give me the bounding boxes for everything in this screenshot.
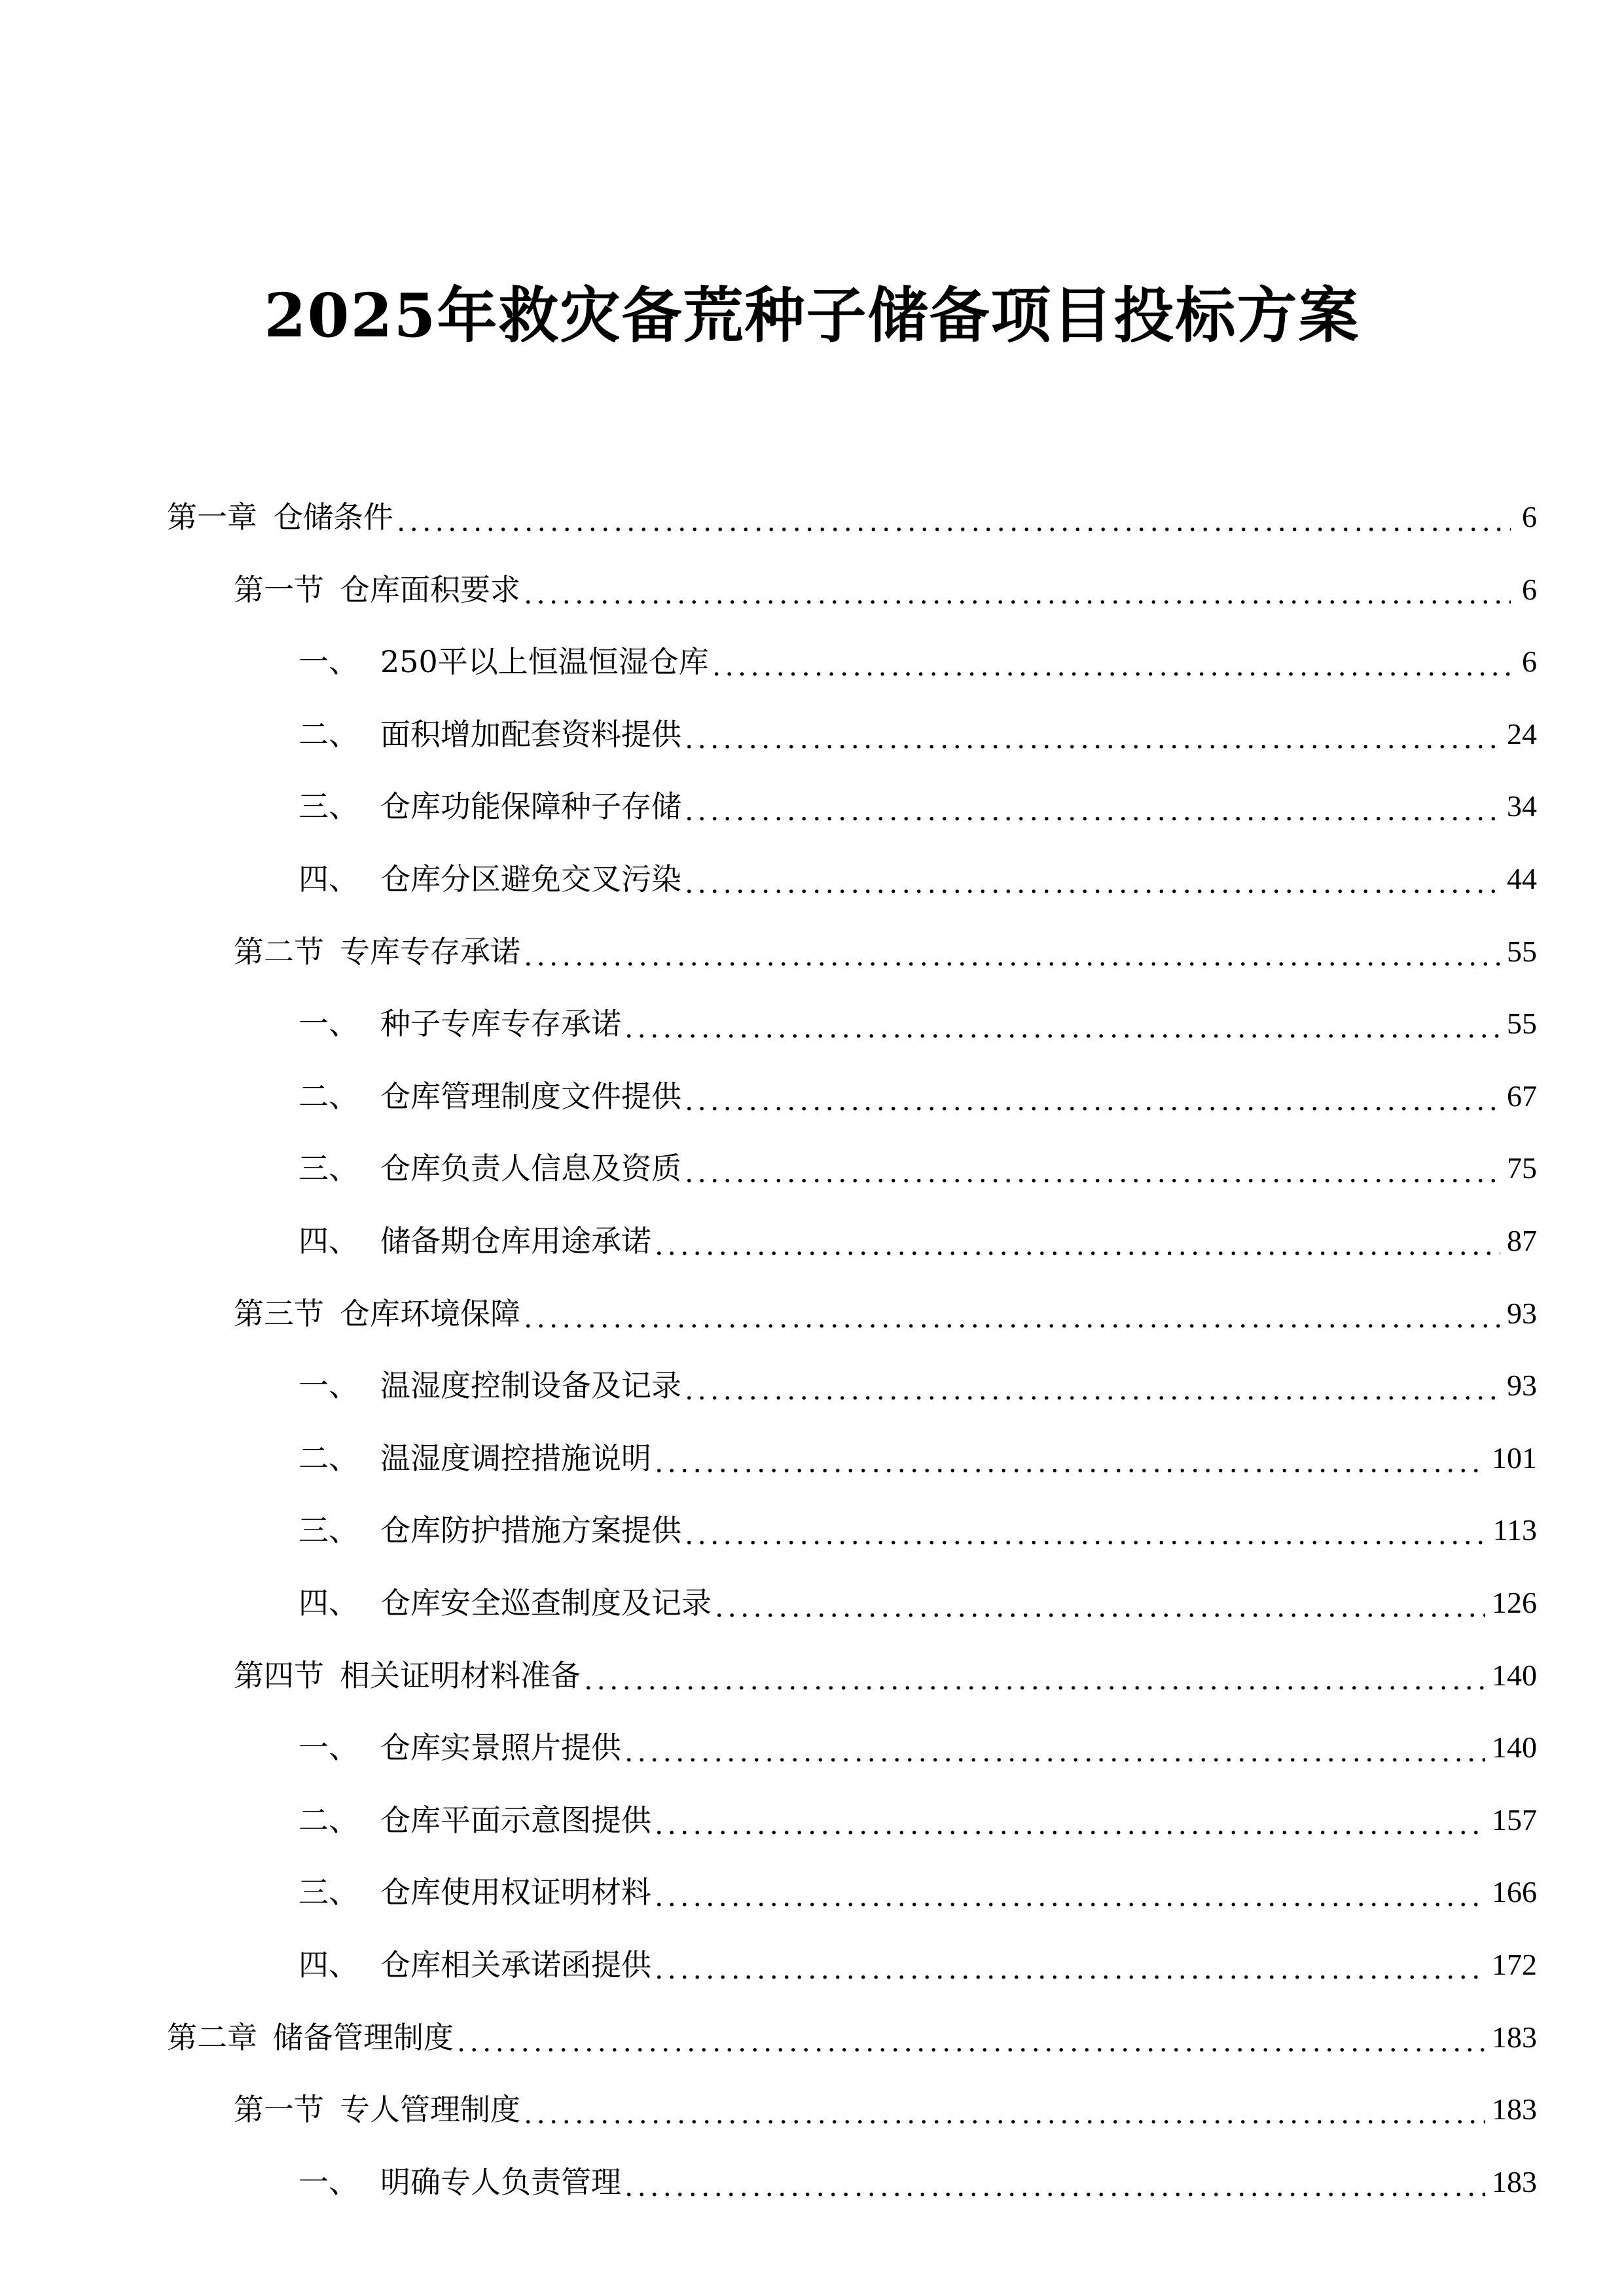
toc-entry-page: 75 — [1507, 1151, 1537, 1185]
toc-entry-section[interactable] — [234, 925, 1537, 978]
toc-entry-item[interactable] — [298, 1359, 1537, 1412]
toc-entry-label: 仓库相关承诺函提供 — [380, 1947, 651, 1982]
dot-leader — [655, 1798, 1485, 1850]
document-title: 2025年救灾备荒种子储备项目投标方案 — [264, 279, 1360, 351]
toc-entry-item[interactable] — [298, 853, 1537, 905]
toc-entry-prefix: 第一节 — [234, 2092, 324, 2128]
toc-entry-item[interactable] — [298, 1142, 1537, 1194]
toc-entry-label: 相关证明材料准备 — [340, 1657, 581, 1693]
toc-entry-chapter[interactable] — [167, 2011, 1537, 2064]
toc-entry-section[interactable] — [234, 564, 1537, 616]
dot-leader — [585, 1653, 1485, 1706]
toc-entry-page: 24 — [1507, 717, 1537, 751]
toc-entry-page: 6 — [1522, 645, 1537, 679]
toc-entry-page: 93 — [1507, 1296, 1537, 1330]
toc-entry-prefix: 三、 — [298, 1151, 359, 1187]
toc-entry-item[interactable] — [298, 1794, 1537, 1846]
toc-entry-page: 166 — [1492, 1875, 1537, 1909]
toc-entry-label: 专人管理制度 — [340, 2092, 520, 2128]
dot-leader — [685, 1363, 1500, 1416]
toc-entry-item[interactable] — [298, 1939, 1537, 1991]
toc-entry-label: 仓库环境保障 — [340, 1295, 520, 1331]
toc-entry-label: 仓库负责人信息及资质 — [380, 1151, 681, 1187]
toc-entry-item[interactable] — [298, 1866, 1537, 1918]
toc-entry-prefix: 二、 — [298, 1078, 359, 1114]
toc-entry-page: 101 — [1492, 1441, 1537, 1475]
toc-entry-page: 126 — [1492, 1586, 1537, 1619]
dot-leader — [685, 784, 1500, 836]
toc-entry-label: 仓库面积要求 — [340, 571, 520, 607]
toc-entry-prefix: 第一章 — [167, 499, 257, 535]
toc-entry-item[interactable] — [298, 636, 1537, 688]
toc-entry-label: 仓库安全巡查制度及记录 — [380, 1585, 712, 1621]
toc-entry-prefix: 二、 — [298, 1802, 359, 1838]
toc-entry-item[interactable] — [298, 1070, 1537, 1122]
toc-entry-label: 250平以上恒温恒湿仓库 — [380, 644, 709, 680]
toc-entry-item[interactable] — [298, 708, 1537, 761]
toc-entry-prefix: 二、 — [298, 1440, 359, 1476]
toc-entry-prefix: 第二节 — [234, 933, 324, 969]
dot-leader — [685, 1074, 1500, 1126]
toc-entry-item[interactable] — [298, 1721, 1537, 1774]
toc-entry-label: 仓库防护措施方案提供 — [380, 1513, 681, 1549]
toc-entry-prefix: 一、 — [298, 2164, 359, 2200]
toc-entry-label: 种子专库专存承诺 — [380, 1006, 621, 1042]
toc-entry-page: 87 — [1507, 1224, 1537, 1257]
toc-entry-label: 温湿度调控措施说明 — [380, 1440, 651, 1476]
toc-entry-prefix: 第三节 — [234, 1295, 324, 1331]
toc-entry-page: 113 — [1492, 1513, 1537, 1547]
toc-entry-label: 储备管理制度 — [273, 2019, 454, 2055]
toc-entry-item[interactable] — [298, 1432, 1537, 1484]
toc-entry-prefix: 第二章 — [167, 2019, 257, 2055]
toc-entry-item[interactable] — [298, 1504, 1537, 1556]
toc-entry-prefix: 一、 — [298, 1730, 359, 1766]
toc-entry-label: 仓库管理制度文件提供 — [380, 1078, 681, 1114]
toc-entry-page: 157 — [1492, 1803, 1537, 1837]
toc-entry-page: 183 — [1492, 2164, 1537, 2198]
toc-entry-page: 93 — [1507, 1369, 1537, 1403]
toc-entry-label: 面积增加配套资料提供 — [380, 716, 681, 752]
toc-entry-prefix: 四、 — [298, 1223, 359, 1259]
toc-entry-label: 仓储条件 — [273, 499, 393, 535]
toc-entry-prefix: 一、 — [298, 644, 359, 680]
toc-entry-page: 172 — [1492, 1948, 1537, 1981]
toc-entry-label: 温湿度控制设备及记录 — [380, 1368, 681, 1404]
toc-entry-section[interactable] — [234, 1287, 1537, 1340]
dot-leader — [625, 1725, 1485, 1778]
dot-leader — [524, 929, 1500, 982]
toc-entry-section[interactable] — [234, 1649, 1537, 1702]
toc-entry-prefix: 二、 — [298, 716, 359, 752]
toc-entry-prefix: 四、 — [298, 1947, 359, 1982]
toc-entry-prefix: 第一节 — [234, 571, 324, 607]
toc-entry-chapter[interactable] — [167, 491, 1537, 543]
dot-leader — [655, 1436, 1485, 1488]
dot-leader — [685, 1146, 1500, 1198]
toc-entry-section[interactable] — [234, 2083, 1537, 2136]
toc-entry-prefix: 第四节 — [234, 1657, 324, 1693]
toc-entry-label: 仓库功能保障种子存储 — [380, 789, 681, 825]
toc-entry-item[interactable] — [298, 1215, 1537, 1267]
dot-leader — [625, 1001, 1500, 1054]
toc-entry-prefix: 一、 — [298, 1006, 359, 1042]
toc-entry-page: 6 — [1522, 572, 1537, 606]
toc-entry-label: 专库专存承诺 — [340, 933, 520, 969]
toc-entry-label: 仓库实景照片提供 — [380, 1730, 621, 1766]
dot-leader — [655, 1219, 1500, 1271]
toc-entry-label: 明确专人负责管理 — [380, 2164, 621, 2200]
dot-leader — [685, 712, 1500, 764]
dot-leader — [685, 857, 1500, 909]
toc-entry-prefix: 三、 — [298, 1513, 359, 1549]
dot-leader — [655, 1870, 1485, 1922]
dot-leader — [713, 639, 1511, 692]
toc-entry-label: 仓库分区避免交叉污染 — [380, 861, 681, 897]
toc-entry-item[interactable] — [298, 1577, 1537, 1629]
toc-entry-item[interactable] — [298, 997, 1537, 1050]
toc-entry-label: 储备期仓库用途承诺 — [380, 1223, 651, 1259]
dot-leader — [685, 1508, 1487, 1560]
toc-entry-page: 44 — [1507, 862, 1537, 895]
dot-leader — [715, 1581, 1485, 1633]
toc-entry-page: 55 — [1507, 934, 1537, 968]
toc-entry-item[interactable] — [298, 2156, 1537, 2208]
dot-leader — [458, 2015, 1485, 2068]
toc-entry-page: 140 — [1492, 1658, 1537, 1692]
toc-entry-prefix: 四、 — [298, 861, 359, 897]
toc-entry-label: 仓库平面示意图提供 — [380, 1802, 651, 1838]
toc-entry-page: 6 — [1522, 500, 1537, 533]
dot-leader — [524, 567, 1511, 620]
toc-entry-page: 55 — [1507, 1007, 1537, 1041]
toc-entry-label: 仓库使用权证明材料 — [380, 1874, 651, 1910]
toc-entry-page: 140 — [1492, 1731, 1537, 1765]
toc-entry-item[interactable] — [298, 780, 1537, 833]
toc-entry-page: 183 — [1492, 2020, 1537, 2054]
toc-entry-page: 34 — [1507, 789, 1537, 823]
toc-entry-prefix: 三、 — [298, 789, 359, 825]
dot-leader — [524, 2087, 1485, 2140]
dot-leader — [625, 2160, 1485, 2212]
toc-entry-page: 183 — [1492, 2092, 1537, 2126]
dot-leader — [655, 1943, 1485, 1995]
toc-entry-prefix: 一、 — [298, 1368, 359, 1404]
toc-entry-prefix: 四、 — [298, 1585, 359, 1621]
toc-entry-prefix: 三、 — [298, 1874, 359, 1910]
dot-leader — [524, 1291, 1500, 1344]
dot-leader — [397, 495, 1511, 547]
toc-entry-page: 67 — [1507, 1079, 1537, 1113]
